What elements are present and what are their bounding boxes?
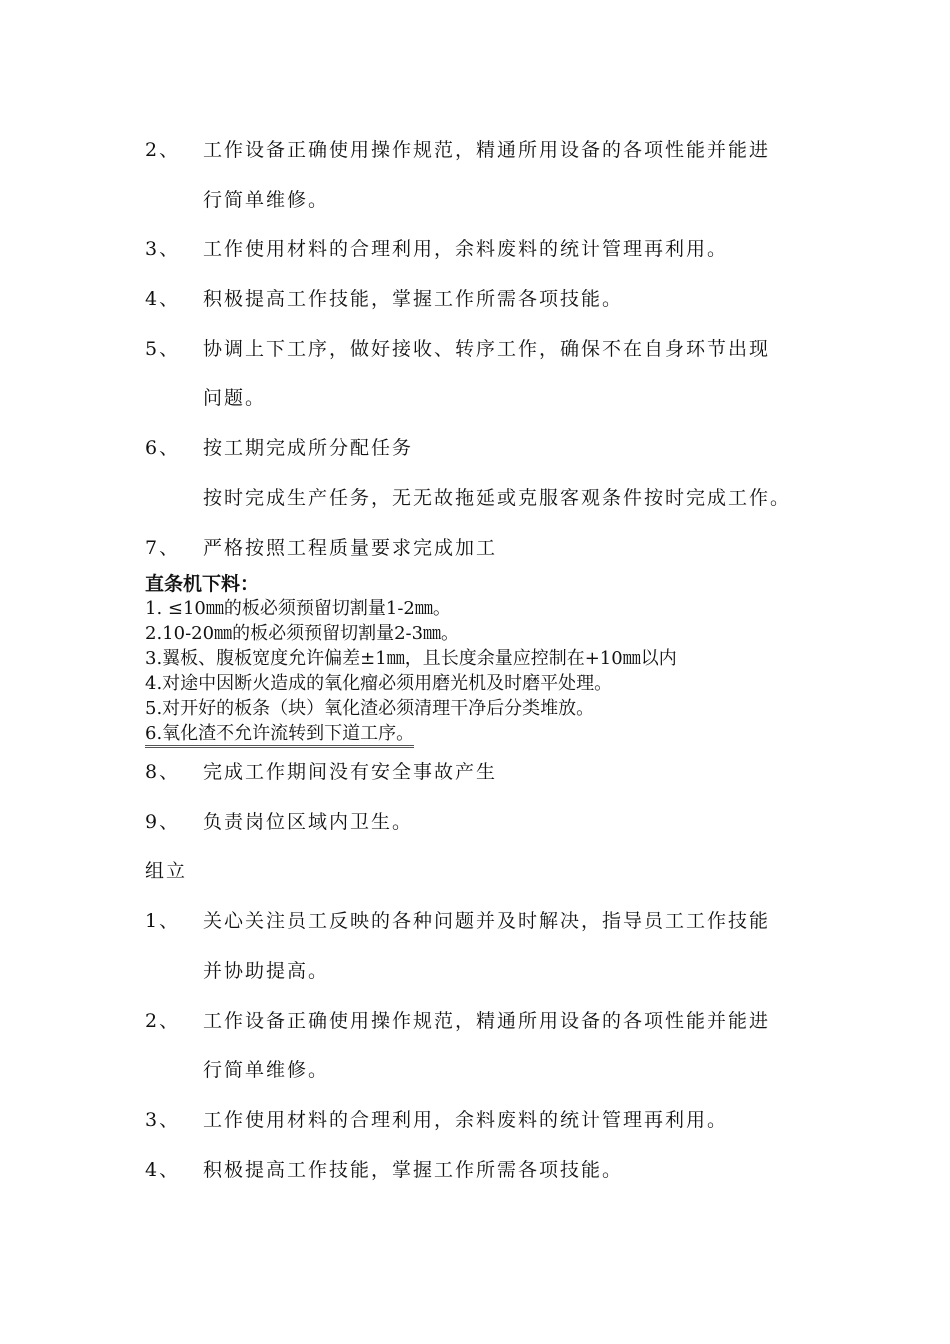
item-continuation: 行简单维修。 <box>203 189 330 211</box>
item-number: 4、 <box>145 1159 181 1181</box>
item-number: 4、 <box>145 288 181 310</box>
item-text: 工作设备正确使用操作规范，精通所用设备的各项性能并能进 <box>203 1010 771 1032</box>
item-text: 积极提高工作技能，掌握工作所需各项技能。 <box>203 1159 624 1181</box>
item-text: 严格按照工程质量要求完成加工 <box>203 537 498 559</box>
item-number: 9、 <box>145 811 181 833</box>
item-number: 8、 <box>145 761 181 783</box>
item-text: 工作使用材料的合理利用，余料废料的统计管理再利用。 <box>203 1109 729 1131</box>
item-number: 2、 <box>145 139 181 161</box>
item-text: 完成工作期间没有安全事故产生 <box>203 761 498 783</box>
item-number: 7、 <box>145 537 181 559</box>
item-text: 按工期完成所分配任务 <box>203 437 414 459</box>
item-number: 5、 <box>145 338 181 360</box>
cutting-line: 2.10-20㎜的板必须预留切割量2-3㎜。 <box>145 623 460 644</box>
item-text: 关心关注员工反映的各种问题并及时解决，指导员工工作技能 <box>203 910 771 932</box>
item-text: 工作设备正确使用操作规范，精通所用设备的各项性能并能进 <box>203 139 771 161</box>
item-text: 积极提高工作技能，掌握工作所需各项技能。 <box>203 288 624 310</box>
item-text: 协调上下工序，做好接收、转序工作，确保不在自身环节出现 <box>203 338 771 360</box>
section-heading: 直条机下料： <box>145 573 260 595</box>
item-text: 负责岗位区域内卫生。 <box>203 811 414 833</box>
item-continuation: 行简单维修。 <box>203 1059 330 1081</box>
item-number: 6、 <box>145 437 181 459</box>
item-number: 3、 <box>145 238 181 260</box>
cutting-line: 3.翼板、腹板宽度允许偏差±1㎜，且长度余量应控制在+10㎜以内 <box>145 648 677 669</box>
underlined-text: 6.氧化渣不允许流转到下道工序。 <box>145 723 414 748</box>
item-continuation: 并协助提高。 <box>203 960 330 982</box>
cutting-line <box>145 723 414 745</box>
item-continuation: 问题。 <box>203 387 267 409</box>
item-text: 工作使用材料的合理利用，余料废料的统计管理再利用。 <box>203 238 729 260</box>
section-heading: 组立 <box>145 860 188 882</box>
item-number: 1、 <box>145 910 181 932</box>
cutting-line: 1. ≤10㎜的板必须预留切割量1-2㎜。 <box>145 598 451 619</box>
cutting-line: 5.对开好的板条（块）氧化渣必须清理干净后分类堆放。 <box>145 698 595 719</box>
cutting-line: 4.对途中因断火造成的氧化瘤必须用磨光机及时磨平处理。 <box>145 673 613 694</box>
item-number: 2、 <box>145 1010 181 1032</box>
item-number: 3、 <box>145 1109 181 1131</box>
item-continuation: 按时完成生产任务，无无故拖延或克服客观条件按时完成工作。 <box>203 487 792 509</box>
